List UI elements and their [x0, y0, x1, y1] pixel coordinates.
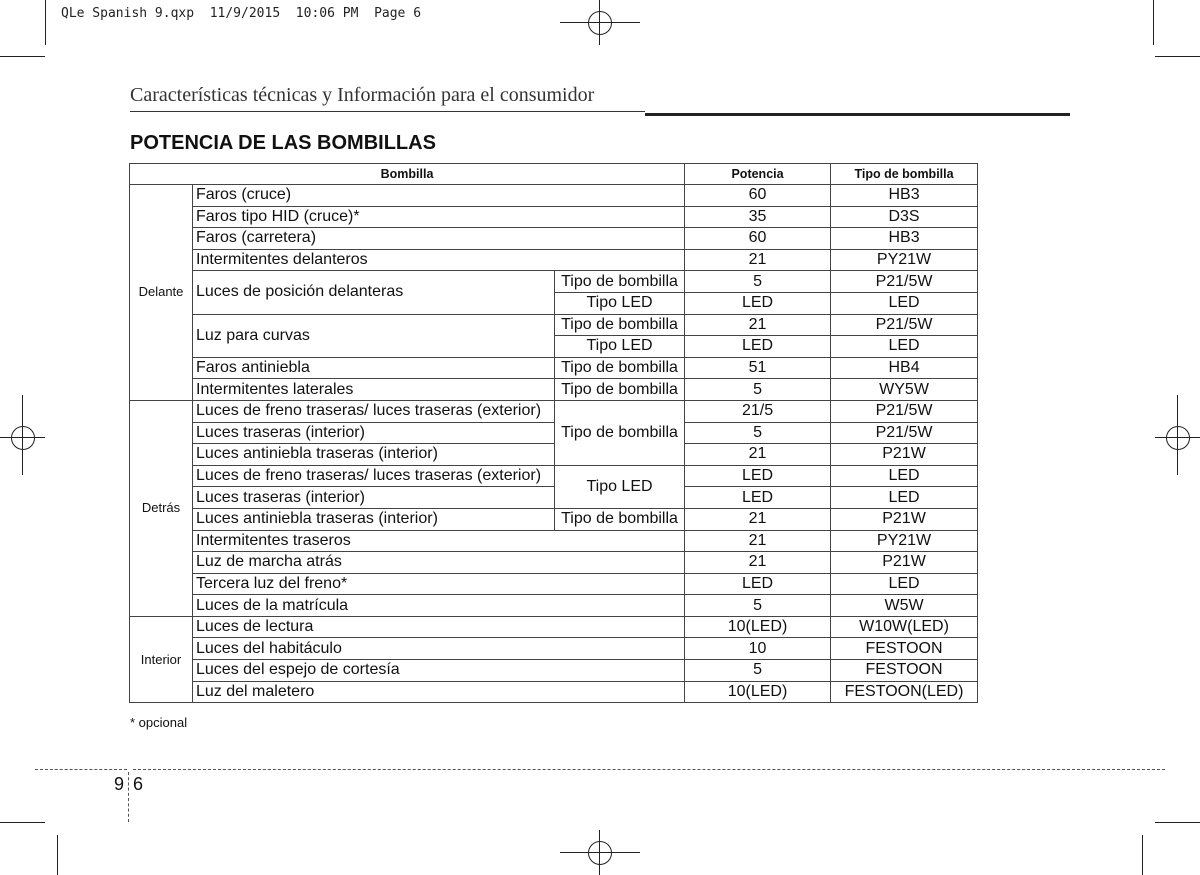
table-row	[130, 638, 978, 660]
bulb-type: LED	[831, 487, 978, 509]
table-row	[130, 400, 978, 422]
table-row	[130, 487, 978, 509]
bulb-type: PY21W	[831, 249, 978, 271]
bulb-power: LED	[685, 292, 831, 314]
bulb-power: 21	[685, 444, 831, 466]
bulb-power: 21	[685, 314, 831, 336]
bulb-name: Luz de marcha atrás	[193, 552, 685, 574]
bulb-power: 5	[685, 379, 831, 401]
bulb-type: P21/5W	[831, 271, 978, 293]
table-row	[130, 465, 978, 487]
bulb-type: HB3	[831, 228, 978, 250]
table-header-row	[130, 164, 978, 185]
crop-mark-top-left-v	[45, 0, 46, 45]
bulb-variant: Tipo LED	[555, 336, 685, 358]
bulb-power: LED	[685, 573, 831, 595]
bulb-type: P21W	[831, 552, 978, 574]
bulb-power: 60	[685, 185, 831, 207]
bulb-variant: Tipo de bombilla	[555, 314, 685, 336]
print-slug: QLe Spanish 9.qxp 11/9/2015 10:06 PM Page 6	[61, 6, 422, 21]
bulb-name: Luces de la matrícula	[193, 595, 685, 617]
header-rule-thick	[645, 113, 1070, 116]
bulb-power-table	[129, 163, 978, 703]
bulb-power: 10(LED)	[685, 681, 831, 703]
table-row	[130, 422, 978, 444]
header-bulb: Bombilla	[130, 164, 685, 185]
bulb-name: Faros tipo HID (cruce)*	[193, 206, 685, 228]
bulb-type: LED	[831, 573, 978, 595]
bulb-type: FESTOON	[831, 638, 978, 660]
table-row	[130, 185, 978, 207]
table-row	[130, 444, 978, 466]
header-power: Potencia	[685, 164, 831, 185]
bulb-power: LED	[685, 487, 831, 509]
bulb-name: Intermitentes delanteros	[193, 249, 685, 271]
crop-mark-bottom-left-v	[57, 835, 58, 875]
bulb-name: Luces traseras (interior)	[193, 487, 555, 509]
bulb-power: 35	[685, 206, 831, 228]
footer-rule-right	[133, 769, 1165, 770]
bulb-type: LED	[831, 465, 978, 487]
bulb-name: Luces de lectura	[193, 616, 685, 638]
bulb-type: HB4	[831, 357, 978, 379]
table-row	[130, 357, 978, 379]
section-title: POTENCIA DE LAS BOMBILLAS	[130, 132, 436, 154]
header-type: Tipo de bombilla	[831, 164, 978, 185]
bulb-type: WY5W	[831, 379, 978, 401]
bulb-type: W5W	[831, 595, 978, 617]
bulb-variant: Tipo LED	[555, 292, 685, 314]
table-row	[130, 228, 978, 250]
bulb-name: Intermitentes traseros	[193, 530, 685, 552]
bulb-name: Luces del habitáculo	[193, 638, 685, 660]
table-row	[130, 616, 978, 638]
bulb-type: HB3	[831, 185, 978, 207]
bulb-name: Tercera luz del freno*	[193, 573, 685, 595]
table-row	[130, 552, 978, 574]
table-row	[130, 314, 978, 336]
bulb-power: 21	[685, 508, 831, 530]
bulb-power: 21	[685, 552, 831, 574]
bulb-power: 60	[685, 228, 831, 250]
bulb-variant: Tipo LED	[555, 465, 685, 508]
table-row	[130, 508, 978, 530]
bulb-type: PY21W	[831, 530, 978, 552]
bulb-variant: Tipo de bombilla	[555, 357, 685, 379]
bulb-name: Faros (carretera)	[193, 228, 685, 250]
bulb-name: Faros antiniebla	[193, 357, 555, 379]
group-rear: Detrás	[130, 400, 193, 616]
footnote: * opcional	[130, 715, 188, 730]
table-row	[130, 206, 978, 228]
bulb-power: 51	[685, 357, 831, 379]
table-row	[130, 681, 978, 703]
bulb-name: Luces de posición delanteras	[193, 271, 555, 314]
page-number: 6	[133, 774, 144, 794]
bulb-power: LED	[685, 336, 831, 358]
chapter-number: 9	[114, 774, 125, 794]
bulb-power: 5	[685, 422, 831, 444]
crop-mark-bottom-left-h	[0, 822, 45, 823]
bulb-name: Faros (cruce)	[193, 185, 685, 207]
running-header-title: Características técnicas y Información para el consumidor	[130, 84, 595, 106]
bulb-power: 21/5	[685, 400, 831, 422]
bulb-power: LED	[685, 465, 831, 487]
bulb-type: P21W	[831, 444, 978, 466]
registration-bottom-circle	[588, 841, 612, 865]
bulb-type: LED	[831, 336, 978, 358]
bulb-name: Luces traseras (interior)	[193, 422, 555, 444]
bulb-power: 5	[685, 595, 831, 617]
bulb-power: 10(LED)	[685, 616, 831, 638]
crop-mark-bottom-right-v	[1142, 835, 1143, 875]
bulb-name: Luces del espejo de cortesía	[193, 660, 685, 682]
bulb-power: 21	[685, 530, 831, 552]
bulb-name: Luces antiniebla traseras (interior)	[193, 444, 555, 466]
bulb-variant: Tipo de bombilla	[555, 400, 685, 465]
bulb-variant: Tipo de bombilla	[555, 508, 685, 530]
bulb-name: Luces de freno traseras/ luces traseras (exterior)	[193, 400, 555, 422]
bulb-type: P21W	[831, 508, 978, 530]
bulb-type: P21/5W	[831, 314, 978, 336]
bulb-name: Luces antiniebla traseras (interior)	[193, 508, 555, 530]
bulb-type: D3S	[831, 206, 978, 228]
table-row	[130, 530, 978, 552]
crop-mark-top-right-h	[1155, 56, 1200, 57]
bulb-name: Luces de freno traseras/ luces traseras (exterior)	[193, 465, 555, 487]
registration-top-circle	[588, 11, 612, 35]
bulb-name: Luz del maletero	[193, 681, 685, 703]
group-interior: Interior	[130, 616, 193, 702]
bulb-name: Intermitentes laterales	[193, 379, 555, 401]
bulb-variant: Tipo de bombilla	[555, 271, 685, 293]
crop-mark-bottom-right-h	[1155, 822, 1200, 823]
table-row	[130, 379, 978, 401]
footer-rule-left	[35, 769, 127, 770]
table-row	[130, 271, 978, 293]
crop-mark-top-right-v	[1153, 0, 1154, 45]
bulb-type: LED	[831, 292, 978, 314]
table-row	[130, 660, 978, 682]
group-front: Delante	[130, 185, 193, 401]
table-row	[130, 595, 978, 617]
bulb-power: 21	[685, 249, 831, 271]
bulb-variant: Tipo de bombilla	[555, 379, 685, 401]
bulb-type: P21/5W	[831, 422, 978, 444]
crop-mark-top-left-h	[0, 56, 45, 57]
registration-left-circle	[11, 426, 35, 450]
bulb-type: FESTOON(LED)	[831, 681, 978, 703]
table-row	[130, 249, 978, 271]
bulb-type: FESTOON	[831, 660, 978, 682]
page-number-divider	[128, 772, 129, 822]
bulb-type: P21/5W	[831, 400, 978, 422]
bulb-name: Luz para curvas	[193, 314, 555, 357]
table-row	[130, 573, 978, 595]
bulb-power: 10	[685, 638, 831, 660]
bulb-power: 5	[685, 660, 831, 682]
bulb-type: W10W(LED)	[831, 616, 978, 638]
bulb-power: 5	[685, 271, 831, 293]
header-rule-thin	[130, 111, 645, 112]
registration-right-circle	[1166, 426, 1190, 450]
